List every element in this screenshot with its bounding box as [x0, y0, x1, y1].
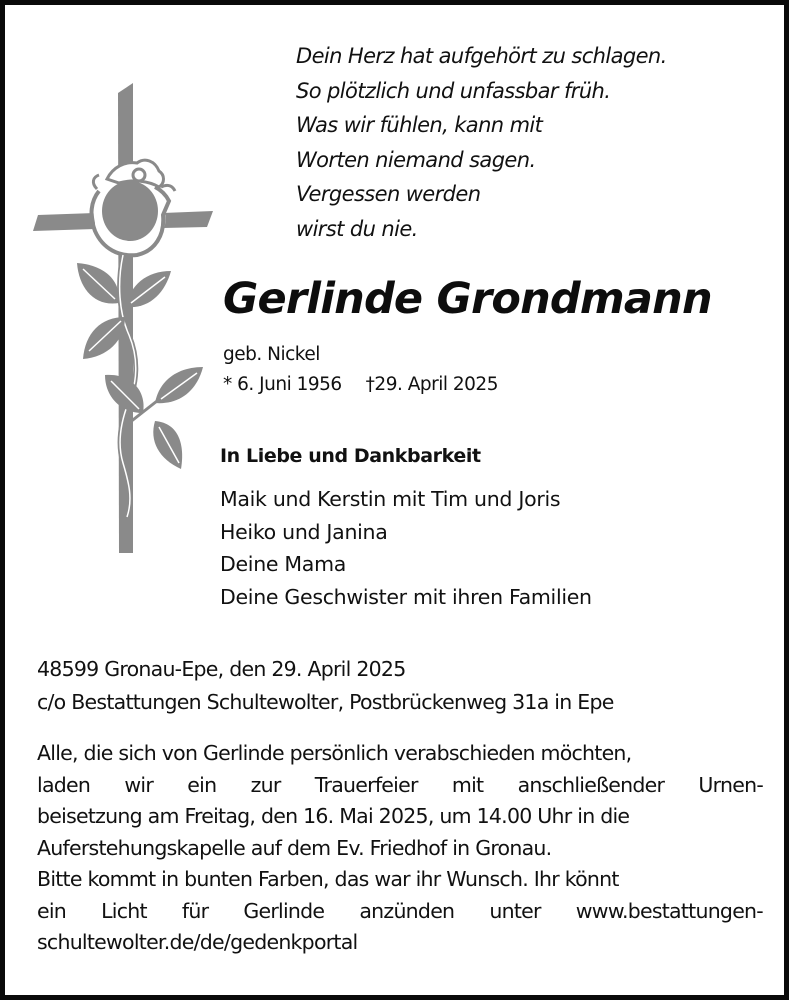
mourner-item: Heiko und Janina [220, 519, 388, 544]
place-date-line: 48599 Gronau-Epe, den 29. April 2025 [37, 657, 406, 681]
place-date-block [37, 653, 614, 719]
invitation-line: beisetzung am Freitag, den 16. Mai 2025, um 14.00 Uhr in die [37, 804, 630, 828]
funeral-home-address: c/o Bestattungen Schultewolter, Postbrückenweg 31a in Epe [37, 690, 614, 714]
word: wir [124, 772, 154, 797]
invitation-line-justified [37, 896, 763, 928]
mourners-block [220, 440, 592, 613]
life-dates [223, 340, 498, 400]
deceased-name: Gerlinde Grondmann [223, 274, 712, 324]
word: für [181, 898, 209, 923]
word: laden [37, 772, 91, 797]
memorial-portal-link[interactable]: schultewolter.de/de/gedenkportal [37, 930, 358, 954]
word: unter [489, 898, 541, 923]
cross-with-rose-icon [33, 83, 218, 553]
word: ein [187, 772, 217, 797]
word: Licht [101, 898, 147, 923]
poem-line: So plötzlich und unfassbar früh. [296, 78, 611, 103]
word: ein [37, 898, 67, 923]
invitation-line-justified [37, 770, 763, 802]
invitation-block [37, 738, 763, 959]
word: zur [250, 772, 281, 797]
poem [296, 39, 667, 246]
poem-line: Vergessen werden [296, 182, 481, 206]
mourner-item: Deine Mama [220, 552, 346, 576]
word: mit [451, 772, 484, 797]
mourners-list [220, 483, 592, 613]
mourner-item: Deine Geschwister mit ihren Familien [220, 584, 592, 609]
birth-date: * 6. Juni 1956 [223, 374, 342, 395]
word: www.bestattungen- [575, 898, 763, 923]
poem-line: Dein Herz hat aufgehört zu schlagen. [296, 44, 667, 68]
poem-line: Worten niemand sagen. [296, 147, 536, 172]
mourners-heading: In Liebe und Dankbarkeit [220, 445, 481, 467]
word: Urnen- [698, 772, 763, 797]
word: Gerlinde [243, 898, 325, 923]
death-date: †29. April 2025 [365, 374, 498, 395]
word: anzünden [359, 898, 455, 923]
invitation-line: Auferstehungskapelle auf dem Ev. Friedhof in Gronau. [37, 835, 552, 860]
invitation-line: Alle, die sich von Gerlinde persönlich verabschieden möchten, [37, 741, 632, 765]
word: Trauerfeier [314, 772, 418, 797]
dates-row [223, 370, 498, 400]
word: anschließender [517, 772, 665, 797]
mourner-item: Maik und Kerstin mit Tim und Joris [220, 487, 561, 511]
invitation-line: Bitte kommt in bunten Farben, das war ihr Wunsch. Ihr könnt [37, 867, 619, 891]
maiden-name: geb. Nickel [223, 344, 320, 365]
poem-line: Was wir fühlen, kann mit [296, 113, 543, 137]
poem-line: wirst du nie. [296, 216, 418, 241]
